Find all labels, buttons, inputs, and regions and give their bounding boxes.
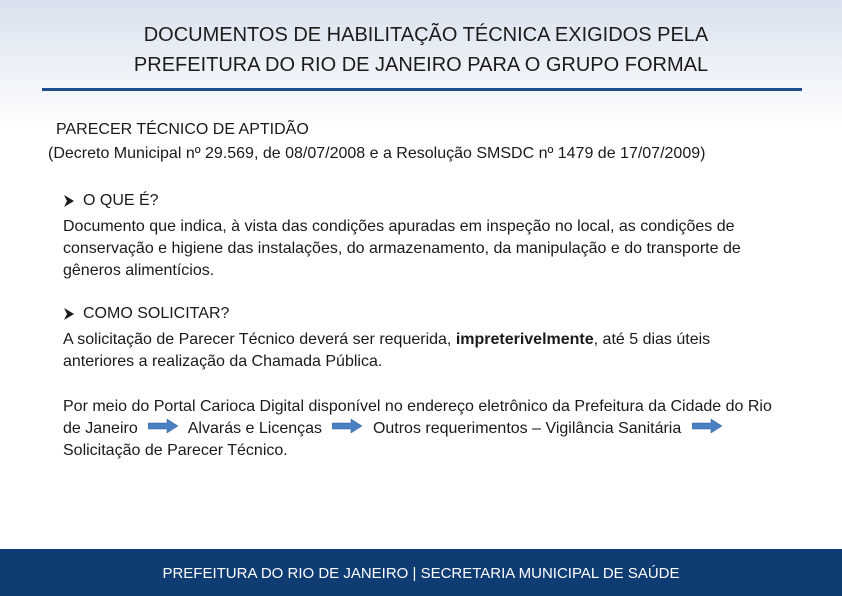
arrowhead-bullet-icon — [63, 307, 75, 321]
how-text-emphasis: impreterivelmente — [455, 331, 594, 348]
right-arrow-icon — [148, 418, 178, 440]
what-description: Documento que indica, à vista das condições apuradas em inspeção no local, as condições de conservação e higiene das instalações, do armazenamento, da manipulação e do transporte de gêneros alimentícios. — [63, 218, 741, 279]
what-block — [63, 190, 783, 282]
arrowhead-bullet-icon — [63, 194, 75, 208]
what-heading-label: O QUE É? — [83, 192, 159, 209]
title-divider — [42, 88, 802, 91]
portal-instructions — [63, 396, 783, 462]
how-text-before: A solicitação de Parecer Técnico deverá ser requerida, — [63, 331, 456, 348]
right-arrow-icon — [332, 418, 362, 440]
portal-step-outros: Outros requerimentos – Vigilância Sanitária — [372, 420, 682, 438]
footer-text: PREFEITURA DO RIO DE JANEIRO | SECRETARIA MUNICIPAL DE SAÚDE — [162, 565, 680, 582]
portal-step-solicitacao: Solicitação de Parecer Técnico. — [63, 442, 288, 460]
how-heading — [63, 303, 783, 325]
what-heading — [63, 190, 783, 212]
page-title-line-1: DOCUMENTOS DE HABILITAÇÃO TÉCNICA EXIGIDOS PELA — [143, 24, 709, 46]
how-text-after: , até 5 dias úteis anteriores a realização da Chamada Pública. — [63, 331, 711, 370]
section-title: PARECER TÉCNICO DE APTIDÃO — [56, 121, 309, 138]
portal-intro: Por meio do Portal Carioca Digital disponível no endereço eletrônico da Prefeitura da Cidade do Rio de Janeiro — [63, 398, 772, 438]
footer-bar — [0, 549, 842, 596]
portal-block — [63, 396, 783, 462]
page-title-line-2: PREFEITURA DO RIO DE JANEIRO PARA O GRUPO FORMAL — [133, 54, 709, 76]
portal-step-alvaras: Alvarás e Licenças — [187, 420, 323, 438]
how-block — [63, 303, 783, 373]
page-title — [0, 20, 842, 80]
section-subtitle: (Decreto Municipal nº 29.569, de 08/07/2008 e a Resolução SMSDC nº 1479 de 17/07/2009) — [48, 145, 706, 162]
how-description — [63, 329, 763, 373]
right-arrow-icon — [692, 418, 722, 440]
how-heading-label: COMO SOLICITAR? — [83, 305, 230, 322]
